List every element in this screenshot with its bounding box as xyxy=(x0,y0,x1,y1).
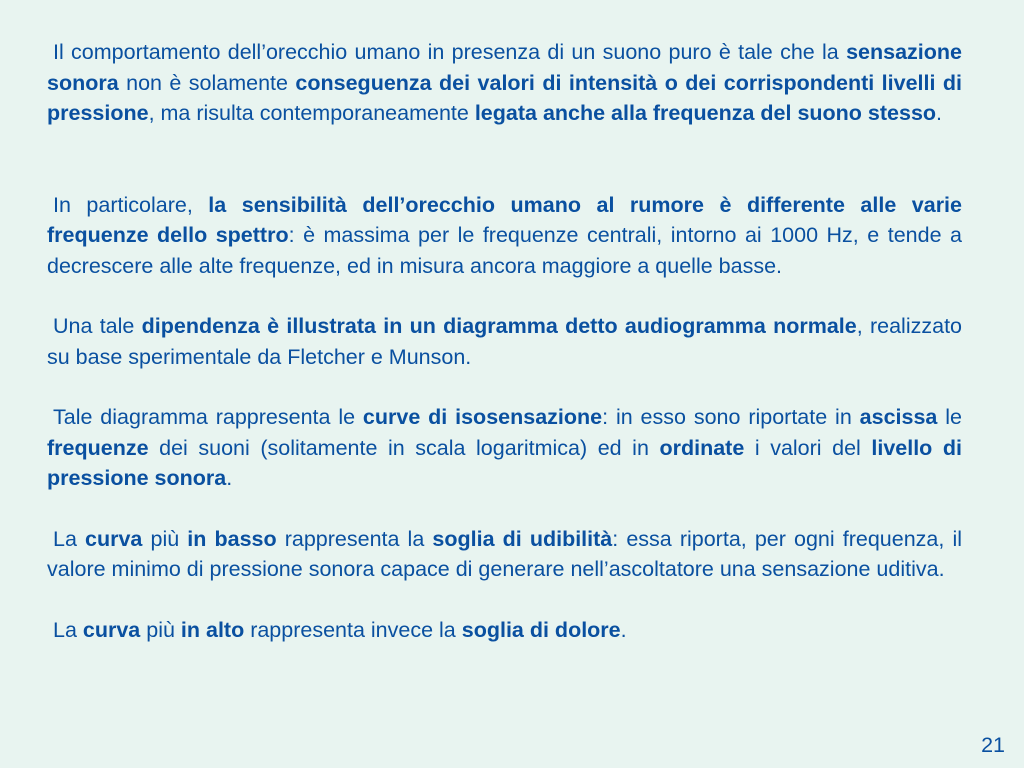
text-span: . xyxy=(226,466,233,490)
bold-text-span: livello di pressione sonora xyxy=(47,435,962,490)
text-span: In particolare, xyxy=(53,192,209,217)
text-span: : essa riporta, per ogni frequenza, il valore minimo di pressione sonora capace di generare nell’ascoltatore una sensazione uditiva. xyxy=(47,526,963,581)
bold-text-span: curve di isosensazione xyxy=(362,405,603,429)
bold-text-span: in basso xyxy=(187,526,277,551)
bold-text-span: legata anche alla frequenza del suono stesso xyxy=(474,101,937,125)
bold-text-span: sensazione sonora xyxy=(47,40,962,95)
bold-text-span: soglia di udibilità xyxy=(432,526,613,551)
text-span: : in esso sono riportate in xyxy=(602,405,860,429)
paragraph-isosensation-curves xyxy=(47,402,962,494)
text-span: Il comportamento dell’orecchio umano in presenza di un suono puro è tale che la xyxy=(53,40,847,64)
text-span: rappresenta invece la xyxy=(244,617,462,642)
text-span: La xyxy=(53,617,83,642)
bold-text-span: la sensibilità dell’orecchio umano al rumore è differente alle varie frequenze dello spettro xyxy=(47,192,962,247)
text-span: più xyxy=(140,617,181,642)
bold-text-span: curva xyxy=(85,526,143,551)
slide-body xyxy=(47,37,962,645)
paragraph-ear-sensitivity xyxy=(47,190,962,282)
text-span: La xyxy=(53,526,86,551)
page-number: 21 xyxy=(981,733,1005,757)
paragraph-frequency-dependence xyxy=(47,37,962,129)
text-span: i valori del xyxy=(744,435,872,460)
text-span: rappresenta la xyxy=(276,526,433,551)
text-span: le xyxy=(937,405,962,429)
bold-text-span: curva xyxy=(82,617,141,642)
text-span: Tale diagramma rappresenta le xyxy=(53,405,363,429)
bold-text-span: ordinate xyxy=(659,435,745,460)
text-span: non è solamente xyxy=(118,70,296,95)
bold-text-span: conseguenza dei valori di intensità o dei corrispondenti livelli di pressione xyxy=(47,70,962,125)
paragraph-pain-threshold xyxy=(47,615,962,646)
text-span: , ma risulta contemporaneamente xyxy=(148,101,475,125)
paragraph-hearing-threshold xyxy=(47,524,962,585)
text-span: , realizzato su base sperimentale da Fletcher e Munson. xyxy=(47,314,962,369)
text-span: dei suoni (solitamente in scala logaritmica) ed in xyxy=(148,435,660,460)
bold-text-span: soglia di dolore xyxy=(461,617,621,642)
paragraph-audiogram xyxy=(47,311,962,372)
bold-text-span: dipendenza è illustrata in un diagramma detto audiogramma normale xyxy=(141,314,857,338)
text-span: : è massima per le frequenze centrali, intorno ai 1000 Hz, e tende a decrescere alle alte frequenze, ed in misura ancora maggiore a quelle basse. xyxy=(47,223,962,278)
text-span: Una tale xyxy=(53,314,142,338)
text-span: più xyxy=(142,526,188,551)
bold-text-span: frequenze xyxy=(47,435,149,460)
bold-text-span: in alto xyxy=(180,617,245,642)
text-span: . xyxy=(936,101,943,125)
text-span: . xyxy=(620,617,627,642)
bold-text-span: ascissa xyxy=(859,405,938,429)
